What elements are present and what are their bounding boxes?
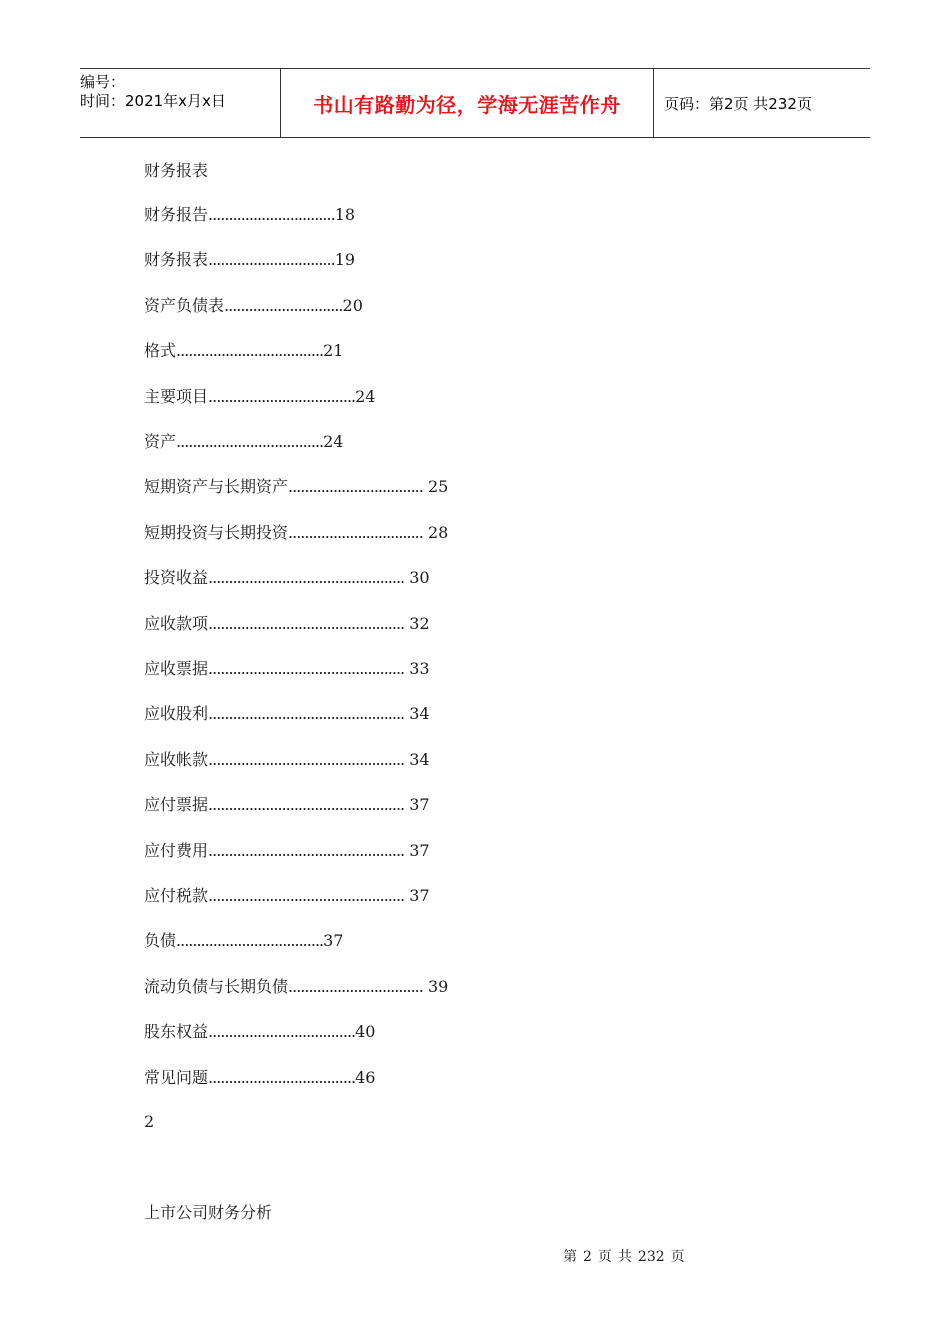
toc-entry[interactable] (144, 340, 343, 362)
toc-entry-title: 投资收益 (144, 568, 209, 588)
page-header (80, 68, 870, 138)
toc-entry-title: 短期投资与长期投资 (144, 522, 289, 542)
toc-entry-title: 格式 (144, 341, 177, 361)
toc-entry-leader: ................................. (288, 522, 423, 542)
toc-entry-leader: ............................. (224, 295, 343, 315)
toc-entry-title: 短期资产与长期资产 (144, 477, 289, 497)
header-meta (80, 69, 281, 137)
toc-entry[interactable] (144, 386, 375, 408)
time-label: 时间：2021年x月x日 (80, 92, 226, 110)
toc-entry-page: 37 (404, 840, 430, 860)
footer-page: 2 (583, 1249, 592, 1265)
toc-entry-title: 负债 (144, 931, 177, 951)
toc-entry[interactable] (144, 930, 343, 952)
toc-entry-page: 37 (404, 795, 430, 815)
toc-entry-leader: .................................... (176, 931, 324, 951)
toc-entry-page: 40 (355, 1022, 376, 1042)
toc-entry-title: 应收股利 (144, 704, 209, 724)
toc-entry-leader: ................................................ (208, 749, 405, 769)
toc-entry-title: 应收款项 (144, 613, 209, 633)
toc-entry-title: 财务报表 (144, 250, 209, 270)
toc-entry-leader: ................................................ (208, 795, 405, 815)
toc-entry-page: 24 (355, 386, 376, 406)
toc-entry-page: 24 (323, 432, 344, 451)
toc-entry-title: 资产负债表 (144, 295, 225, 315)
toc-entry[interactable] (144, 431, 343, 453)
toc-entry-title: 应收票据 (144, 659, 209, 678)
toc-entry-leader: ................................. (288, 976, 423, 996)
toc-heading: 财务报表 (144, 161, 209, 180)
toc-entry-title: 应收帐款 (144, 749, 209, 769)
header-page-info: 页码：第2页 共232页 (664, 94, 812, 113)
page-number: 2 (144, 1112, 155, 1131)
toc-entry[interactable] (144, 613, 430, 635)
toc-entry-page: 25 (422, 477, 449, 497)
toc-entry-page: 46 (355, 1067, 376, 1087)
toc-entry-page: 21 (323, 341, 344, 361)
toc-entry-page: 20 (342, 295, 363, 315)
toc-entry[interactable] (144, 1067, 375, 1089)
footer-ye2: 页 (670, 1249, 685, 1265)
toc-entry-leader: .................................... (176, 432, 324, 451)
footer-di: 第 (563, 1249, 577, 1265)
toc-entry-page: 18 (334, 205, 356, 224)
toc-entry-page: 39 (422, 976, 449, 996)
toc-entry-page: 28 (422, 522, 449, 542)
section-title: 上市公司财务分析 (144, 1203, 273, 1222)
toc-entry[interactable] (144, 249, 355, 271)
toc-entry-leader: .................................... (208, 1022, 356, 1042)
toc-entry-leader: ............................... (208, 250, 335, 270)
toc-entry[interactable] (144, 567, 430, 589)
toc-entry-leader: .................................... (208, 386, 356, 406)
toc-entry-leader: ................................................ (208, 886, 405, 905)
toc-entry[interactable] (144, 703, 430, 725)
toc-entry-page: 33 (404, 659, 430, 678)
header-motto: 书山有路勤为径，学海无涯苦作舟 (281, 69, 654, 137)
toc-entry-title: 应付费用 (144, 840, 209, 860)
toc-entry-leader: ............................... (208, 205, 335, 224)
toc-entry-title: 股东权益 (144, 1022, 209, 1042)
toc-entry-title: 资产 (144, 432, 177, 451)
toc-entry[interactable] (144, 749, 430, 771)
toc-entry-leader: ................................................ (208, 659, 405, 678)
toc-entry[interactable] (144, 204, 355, 226)
toc-entry-page: 37 (323, 931, 344, 951)
toc-entry-page: 37 (404, 886, 430, 905)
toc-entry-leader: .................................... (176, 341, 324, 361)
footer-ye: 页 (597, 1249, 612, 1265)
toc-entry-title: 主要项目 (144, 386, 209, 406)
toc-entry[interactable] (144, 476, 448, 498)
toc-entry-title: 财务报告 (144, 205, 209, 224)
toc-entry[interactable] (144, 885, 430, 907)
toc-entry[interactable] (144, 976, 448, 998)
toc-entry-page: 34 (404, 704, 430, 724)
toc-entry-leader: ................................................ (208, 840, 405, 860)
toc-entry-title: 流动负债与长期负债 (144, 976, 289, 996)
page-footer (563, 1246, 691, 1266)
toc-entry[interactable] (144, 522, 448, 544)
toc-entry-page: 30 (404, 568, 430, 588)
toc-entry-leader: ................................................ (208, 704, 405, 724)
toc-entry[interactable] (144, 1021, 375, 1043)
footer-total: 232 (637, 1249, 665, 1265)
toc-entry-leader: ................................................ (208, 568, 405, 588)
toc-entry[interactable] (144, 295, 363, 317)
toc-entry-leader: ................................. (288, 477, 423, 497)
toc-entry[interactable] (144, 840, 430, 862)
toc-entry-page: 32 (404, 613, 430, 633)
toc-entry-leader: .................................... (208, 1067, 356, 1087)
toc-entry[interactable] (144, 658, 430, 680)
footer-gong: 共 (617, 1249, 632, 1265)
toc-entry-page: 19 (334, 250, 356, 270)
toc-entry-title: 应付票据 (144, 795, 209, 815)
toc-entry-title: 应付税款 (144, 886, 209, 905)
number-label: 编号： (80, 73, 126, 91)
toc-entry[interactable] (144, 794, 430, 816)
toc-entry-page: 34 (404, 749, 430, 769)
toc-entry-leader: ................................................ (208, 613, 405, 633)
toc-entry-title: 常见问题 (144, 1067, 209, 1087)
